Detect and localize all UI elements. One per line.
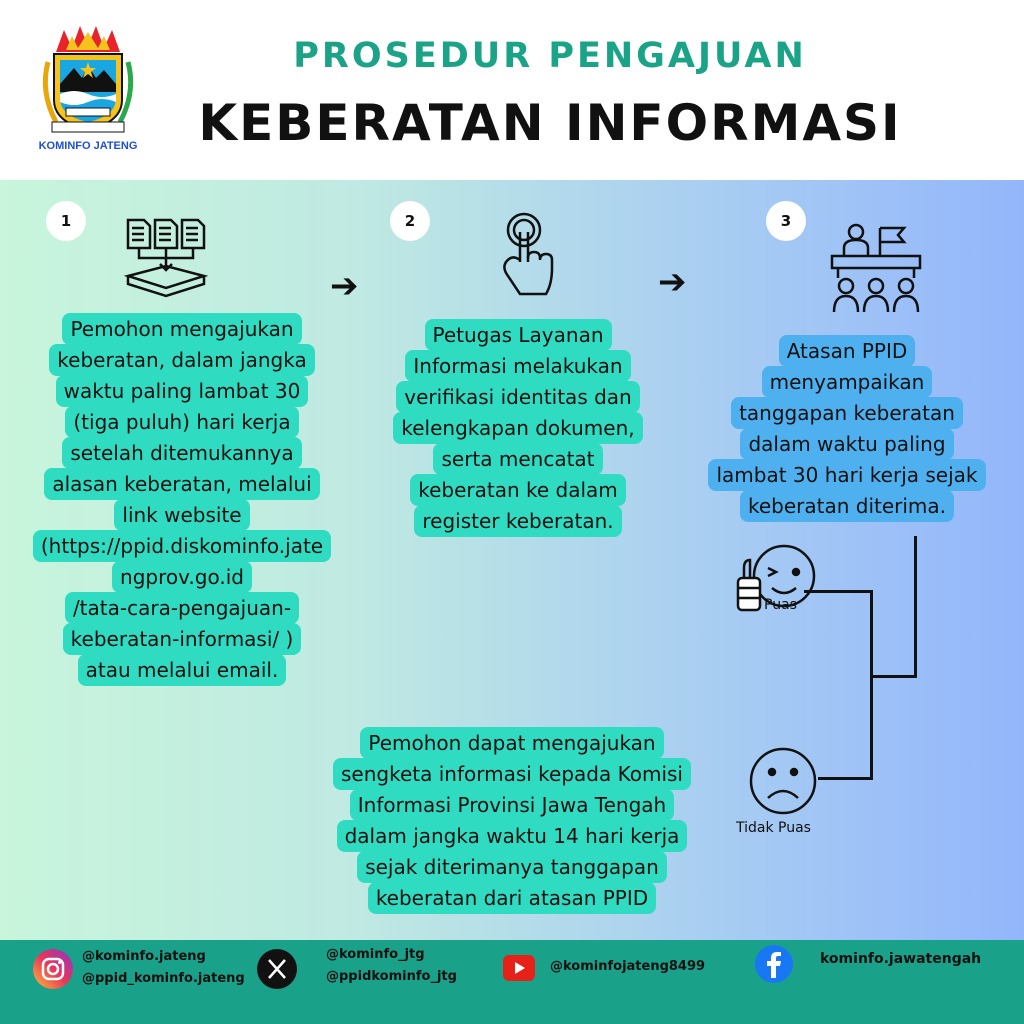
touch-hand-icon [498, 212, 554, 302]
dispute-line: sengketa informasi kepada Komisi [333, 758, 691, 790]
header [0, 0, 1024, 180]
procedure-panel [0, 180, 1024, 940]
youtube-icon[interactable] [502, 954, 536, 982]
jateng-emblem-icon [26, 22, 150, 140]
dispute-line: keberatan dari atasan PPID [368, 882, 656, 914]
dispute-line: sejak diterimanya tanggapan [357, 851, 667, 883]
dispute-line: Pemohon dapat mengajukan [360, 727, 663, 759]
step-2-line: Informasi melakukan [405, 350, 630, 382]
page-subtitle: PROSEDUR PENGAJUAN [293, 36, 807, 76]
step-3-line: lambat 30 hari kerja sejak [708, 459, 985, 491]
jateng-logo [26, 22, 150, 160]
step-1-number: 1 [46, 201, 86, 241]
step-3-line: Atasan PPID [779, 335, 916, 367]
step-1-line: waktu paling lambat 30 [56, 375, 309, 407]
step-2-number: 2 [390, 201, 430, 241]
step-1-line: alasan keberatan, melalui [44, 468, 319, 500]
step-3-line: keberatan diterima. [740, 490, 954, 522]
page-title: KEBERATAN INFORMASI [198, 94, 902, 152]
connector-line [818, 777, 873, 780]
step-1-line: atau melalui email. [78, 654, 287, 686]
instagram-handle[interactable]: @ppid_kominfo.jateng [82, 971, 245, 986]
step-3-line: menyampaikan [762, 366, 933, 398]
x-handles[interactable] [326, 944, 457, 988]
dispute-line: Informasi Provinsi Jawa Tengah [350, 789, 674, 821]
instagram-handle[interactable]: @kominfo.jateng [82, 949, 206, 964]
step-2-line: keberatan ke dalam [410, 474, 626, 506]
step-2-description [368, 320, 668, 537]
step-1-line: setelah ditemukannya [62, 437, 301, 469]
social-footer [0, 940, 1024, 1024]
logo-caption: KOMINFO JATENG [38, 140, 138, 152]
x-handle[interactable]: @ppidkominfo_jtg [326, 969, 457, 984]
x-twitter-icon[interactable] [256, 948, 298, 990]
step-1-line: (https://ppid.diskominfo.jate [33, 530, 331, 562]
step-2-line: Petugas Layanan [425, 319, 612, 351]
step-1-line: Pemohon mengajukan [62, 313, 301, 345]
facebook-handle[interactable]: kominfo.jawatengah [820, 951, 982, 967]
step-1-description [12, 314, 352, 686]
step-1-line: keberatan-informasi/ ) [63, 623, 302, 655]
connector-line [914, 536, 917, 678]
step-2-line: serta mencatat [433, 443, 602, 475]
step-3-line: dalam waktu paling [740, 428, 953, 460]
step-3-description [690, 336, 1004, 522]
connector-line [870, 590, 873, 780]
facebook-icon[interactable] [754, 944, 794, 984]
dispute-description [312, 728, 712, 914]
documents-tray-icon [124, 218, 208, 302]
arrow-right-icon: ➔ [330, 266, 359, 306]
step-1-line: (tiga puluh) hari kerja [65, 406, 298, 438]
connector-line [870, 675, 917, 678]
step-3-number: 3 [766, 201, 806, 241]
arrow-right-icon: ➔ [658, 262, 687, 302]
step-1-line: link website [114, 499, 249, 531]
meeting-podium-icon [830, 222, 922, 314]
step-2-line: register keberatan. [414, 505, 621, 537]
step-1-line: /tata-cara-pengajuan- [65, 592, 299, 624]
sad-face-icon [748, 746, 818, 816]
dispute-line: dalam jangka waktu 14 hari kerja [337, 820, 688, 852]
satisfied-label: Puas [764, 597, 797, 613]
step-1-line: ngprov.go.id [112, 561, 252, 593]
unsatisfied-label: Tidak Puas [736, 820, 811, 836]
x-handle[interactable]: @kominfo_jtg [326, 947, 425, 962]
instagram-handles[interactable] [82, 946, 245, 990]
youtube-handle[interactable]: @kominfojateng8499 [550, 959, 706, 974]
step-3-line: tanggapan keberatan [731, 397, 963, 429]
step-1-line: keberatan, dalam jangka [49, 344, 314, 376]
instagram-icon[interactable] [32, 948, 74, 990]
step-2-line: verifikasi identitas dan [396, 381, 639, 413]
step-2-line: kelengkapan dokumen, [393, 412, 642, 444]
